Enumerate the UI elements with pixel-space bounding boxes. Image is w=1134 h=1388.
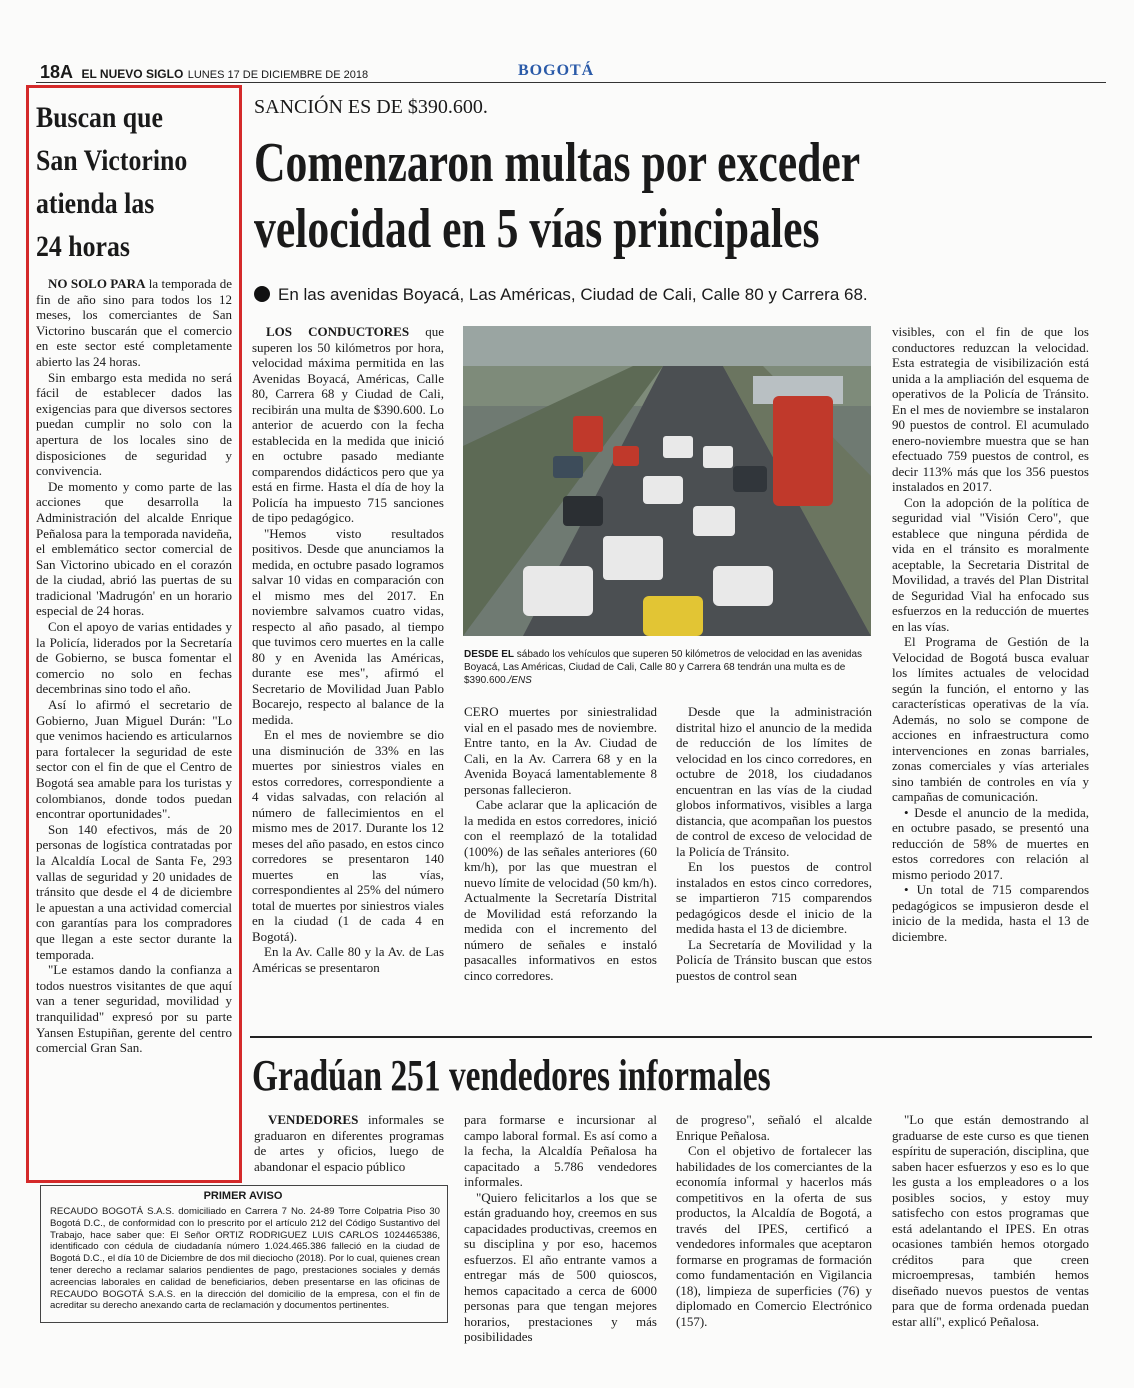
second-column-1: VENDEDORES informales se graduaron en diferentes programas de artes y oficios, luego de abandonar el espacio público <box>254 1112 444 1174</box>
notice-body: RECAUDO BOGOTÁ S.A.S. domiciliado en Carrera 7 No. 24-89 Torre Colpatria Piso 30 Bogotá D.C., de conformidad con lo prescrito por el artículo 212 del Código Sustantivo del Trabajo, hace saber que: El Señor ORTIZ RODRIGUEZ LUIS CARLOS 1024465386, identificado con cédula de ciudadanía número 1.024.465.386 falleció en la ciudad de Bogotá D.C., el día 10 de Diciembre de dos mil dieciocho (2018). Por lo cual, quienes crean tener derecho a reclamar salarios pendientes de pago, prestaciones sociales y demás acreencias laborales en calidad de beneficiarios, deben presentarse en las oficinas de RECAUDO BOGOTÁ S.A.S. en la dirección del domicilio de la empresa, con el fin de acreditar su derecho anexando carta de reclamación y documentos pertinentes. <box>50 1206 440 1312</box>
traffic-photo-image <box>463 326 871 636</box>
main-column-3: Desde que la administración distrital hizo el anuncio de la medida de reducción de los límites de velocidad en los cinco corredores, en octubre de 2018, los ciudadanos encuentran en las vías de la ciudad globos informativos, visibles a larga distancia, que acompañan los puestos de control de exceso de velocidad de la Policía de Tránsito. En los puestos de control instalados en estos cinco corredores, se impartieron 715 comparendos pedagógicos desde el inicio de la medida hasta el 13 de diciembre. La Secretaría de Movilidad y la Policía de Tránsito buscan que estos puestos de control sean <box>676 704 872 983</box>
main-subhead: En las avenidas Boyacá, Las Américas, Ciudad de Cali, Calle 80 y Carrera 68. <box>254 285 868 305</box>
photo-caption: DESDE EL sábado los vehículos que superen 50 kilómetros de velocidad en las avenidas Boyacá, Las Américas, Ciudad de Cali, Calle 80 y Carrera 68 tendrán una multa es de $390.600./ENS <box>464 649 863 686</box>
page-date: LUNES 17 DE DICIEMBRE DE 2018 <box>187 69 369 81</box>
main-kicker: SANCIÓN ES DE $390.600. <box>254 96 488 118</box>
page-header <box>40 62 1100 84</box>
main-column-1: LOS CONDUCTORES que superen los 50 kilómetros por hora, velocidad máxima permitida en las Avenidas Boyacá, Américas, Calle 80, Carrera 68 y Ciudad de Cali, recibirán una multa de $390.600. Lo anterior de acuerdo con la fecha establecida en la medida que inició en octubre pasado mediante comparendos didácticos pero que ya está en firme. Hasta el día de hoy la Policía ha impuesto 715 sanciones de tipo pedagógico. "Hemos visto resultados positivos. Desde que anunciamos la medida, en octubre pasado logramos salvar 10 vidas en comparación con el mismo mes del 2017. En noviembre salvamos cuatro vidas, respecto al año pasado, al tiempo que tuvimos cero muertes en la calle 80 y en Avenida las Américas, durante ese mes", afirmó el Secretario de Movilidad Juan Pablo Bocarejo, respecto al balance de la medida. En el mes de noviembre se dio una disminución de 33% en las muertes por siniestros viales en estos corredores, correspondiente a 4 vidas salvadas, con relación al número de fallecimientos en el mismo mes de 2017. Durante los 12 meses del año pasado, en estos cinco corredores se presentaron 140 muertes en las vías, correspondientes al 25% del número total de muertes por siniestros viales en la ciudad (1 de cada 4 en Bogotá). En la Av. Calle 80 y la Av. de Las Américas se presentaron <box>252 324 444 975</box>
second-column-2: para formarse e incursionar al campo laboral formal. Es así como a la fecha, la Alcaldía Peñalosa ha capacitado a 5.786 vendedores informales. "Quiero felicitarlos a los que se están graduando hoy, creemos en sus capacidades productivas, creemos en su disciplina y por eso, hacemos esfuerzos. El año entrante vamos a entregar más de 500 quioscos, hemos capacitado a cerca de 6000 personas para que tengan mejores horarios, prestaciones y más posibilidades <box>464 1112 657 1344</box>
main-headline: Comenzaron multas por exceder velocidad en 5 vías principales <box>254 132 861 260</box>
page-number: 18A <box>40 62 74 82</box>
sidebar-article <box>36 96 232 1056</box>
paper-name: EL NUEVO SIGLO <box>81 67 184 81</box>
main-column-4: visibles, con el fin de que los conductores reduzcan la velocidad. Esta estrategia de visibilización está unida a la ampliación del esquema de operativos de la Policía de Tránsito. En el mes de noviembre se instalaron 90 puestos de control. El acumulado enero-noviembre muestra que se han efectuado 759 puestos de control, es decir 113% más que los 356 puestos instalados en 2017. Con la adopción de la política de seguridad vial "Visión Cero", que establece que ninguna pérdida de vida en el tránsito es moralmente aceptable, la Secretaria Distrital de Movilidad, a través del Plan Distrital de Seguridad Vial ha enfocado sus esfuerzos en la reducción de muertes en las vías. El Programa de Gestión de la Velocidad de Bogotá busca evaluar los límites actuales de velocidad según la función, el entorno y las características operativas de la vía. Además, no solo se compone de acciones en infraestructura como intervenciones en zonas barriales, zonas comerciales y vías arteriales sino también de controles en vía y campañas de comunicación. • Desde el anuncio de la medida, en octubre pasado, se presentó una reducción de 58% de muertes en estos corredores con relación al mismo periodo 2017. • Un total de 715 comparendos pedagógicos se impusieron desde el inicio de la medida, hasta el 13 de diciembre. <box>892 324 1089 944</box>
notice-title: PRIMER AVISO <box>203 1190 283 1202</box>
second-headline: Gradúan 251 vendedores informales <box>252 1051 771 1100</box>
sidebar-body: NO SOLO PARA la temporada de fin de año sino para todos los 12 meses, los comerciantes de San Victorino buscarán que el comercio en este sector esté completamente abierto las 24 horas. Sin embargo esta medida no será fácil de establecer dados las exigencias para que diversos sectores puedan cumplir no solo con la apertura de los locales sino de disposiciones de seguridad y convivencia. De momento y como parte de las acciones que desarrolla la Administración del alcalde Enrique Peñalosa para la temporada navideña, el emblemático sector comercial de San Victorino ubicado en el corazón de la ciudad, abrió las puertas de su tradicional 'Madrugón' en un horario especial de 24 horas. Con el apoyo de varias entidades y la Policía, liderados por la Secretaría de Gobierno, se busca fomentar el comercio no solo en fechas decembrinas sino todo el año. Así lo afirmó el secretario de Gobierno, Juan Miguel Durán: "Lo que venimos haciendo es articularnos para fortalecer la seguridad de este sector con el fin de que el Centro de Bogotá sea amable para los turistas y colombianos, donde todos puedan encontrar oportunidades". Son 140 efectivos, más de 20 personas de logística contratadas por la Alcaldía Local de Santa Fe, 293 vallas de seguridad y 20 unidades de tránsito que desde el 4 de diciembre le apuestan a una actividad comercial con garantías para los compradores que llegan a este sector durante la temporada. "Le estamos dando la confianza a todos nuestros visitantes de que aquí van a tener seguridad, movilidad y tranquilidad" expresó por su parte Yansen Estupiñan, gerente del centro comercial Gran San. <box>36 276 232 1056</box>
section-name: BOGOTÁ <box>518 62 595 79</box>
bullet-icon <box>254 286 270 302</box>
second-column-3: de progreso", señaló el alcalde Enrique Peñalosa. Con el objetivo de fortalecer las habilidades de los comerciantes de la economía informal y hacerlos más competitivos en la oferta de sus productos, la Alcaldía de Bogotá, a través del IPES, certificó a vendedores informales que aceptaron formarse en programas de formación como fundamentación en Vigilancia (18), limpieza de superficies (76) y diplomado en Comercio Electrónico (157). <box>676 1112 872 1329</box>
header-rule <box>36 82 1106 83</box>
traffic-photo <box>463 326 871 636</box>
sidebar-title: Buscan que San Victorino atienda las 24 horas <box>36 101 188 263</box>
main-column-2: CERO muertes por siniestralidad vial en el pasado mes de noviembre. Entre tanto, en la Av. Ciudad de Cali, en la Av. Carrera 68 y en la Avenida Boyacá lamentablemente 8 personas fallecieron. Cabe aclarar que la aplicación de la medida en estos corredores, inició con el reemplazó de la totalidad (100%) de las señales anteriores (60 km/h), por las que muestran el nuevo límite de velocidad (50 km/h). Actualmente la Secretaría Distrital de Movilidad está reforzando la medida con el incremento del número de señales e instaló pasacalles informativos en estos cinco corredores. <box>464 704 657 983</box>
second-column-4: "Lo que están demostrando al graduarse de este curso es que tienen espíritu de superación, disciplina, que saben hacer esfuerzos y eso es lo que les gusta a los empleadores o a los posibles socios, y estoy muy satisfecho con estos programas que está adelantando el IPES. En otras ocasiones también hemos otorgado créditos para que creen microempresas, también hemos diseñado nuevos puestos de ventas para que de forma ordenada puedan estar allí", explicó Peñalosa. <box>892 1112 1089 1329</box>
section-divider <box>250 1036 1092 1038</box>
